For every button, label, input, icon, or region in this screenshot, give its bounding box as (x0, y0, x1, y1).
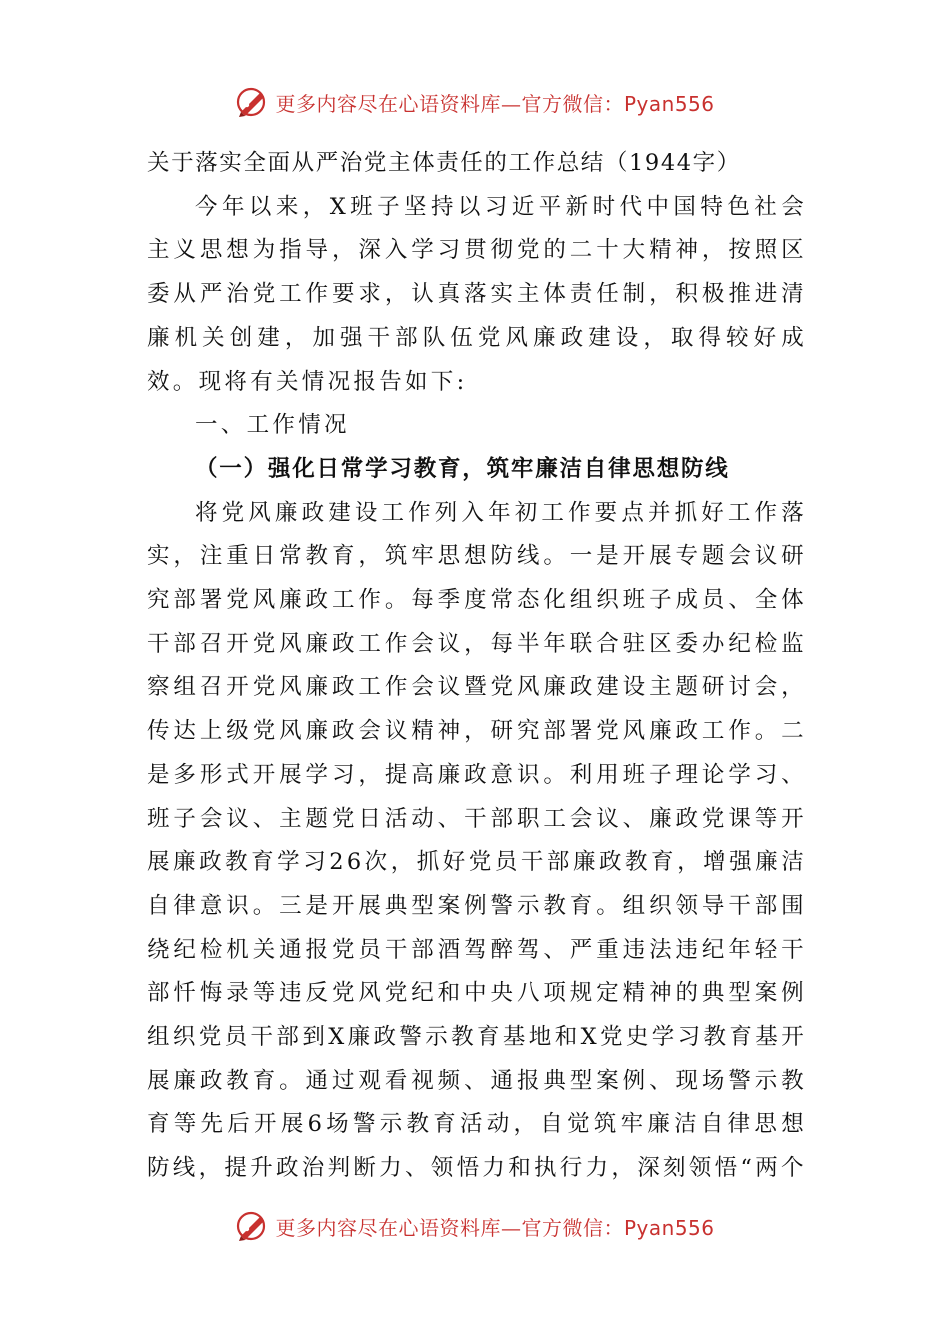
document-body (147, 142, 807, 1191)
pen-logo-icon (235, 1209, 269, 1243)
wechat-id: Pyan556 (623, 1215, 715, 1240)
document-title: 关于落实全面从严治党主体责任的工作总结（1944字） (147, 150, 741, 176)
section-heading: 一、工作情况 (195, 412, 350, 439)
subsection-heading: （一）强化日常学习教育，筑牢廉洁自律思想防线 (195, 455, 730, 482)
body-paragraph: 将党风廉政建设工作列入年初工作要点并抓好工作落实，注重日常教育，筑牢思想防线。一是开展专题会议研究部署党风廉政工作。每季度常态化组织班子成员、全体干部召开党风廉政工作会议，每半年联合驻区委办纪检监察组召开党风廉政工作会议暨党风廉政建设主题研讨会，传达上级党风廉政会议精神，研究部署党风廉政工作。二是多形式开展学习，提高廉政意识。利用班子理论学习、班子会议、主题党日活动、干部职工会议、廉政党课等开展廉政教育学习26次，抓好党员干部廉政教育，增强廉洁自律意识。三是开展典型案例警示教育。组织领导干部围绕纪检机关通报党员干部酒驾醉驾、严重违法违纪年轻干部忏悔录等违反党风党纪和中央八项规定精神的典型案例组织党员干部到X廉政警示教育基地和X党史学习教育基开展廉政教育。通过观看视频、通报典型案例、现场警示教育等先后开展6场警示教育活动，自觉筑牢廉洁自律思想防线，提升政治判断力、领悟力和执行力，深刻领悟“两个 (147, 499, 807, 1182)
pen-logo-icon (235, 85, 269, 119)
watermark-label: 更多内容尽在心语资料库—官方微信： (275, 1215, 624, 1240)
intro-paragraph: 今年以来，X班子坚持以习近平新时代中国特色社会主义思想为指导，深入学习贯彻党的二十大精神，按照区委从严治党工作要求，认真落实主体责任制，积极推进清廉机关创建，加强干部队伍党风廉政建设，取得较好成效。现将有关情况报告如下: (147, 193, 807, 395)
watermark-label: 更多内容尽在心语资料库—官方微信： (275, 91, 624, 116)
watermark-text (275, 1212, 714, 1241)
watermark-banner-top (0, 82, 950, 122)
watermark-banner-bottom (0, 1206, 950, 1246)
wechat-id: Pyan556 (623, 91, 715, 116)
watermark-text (275, 88, 714, 117)
